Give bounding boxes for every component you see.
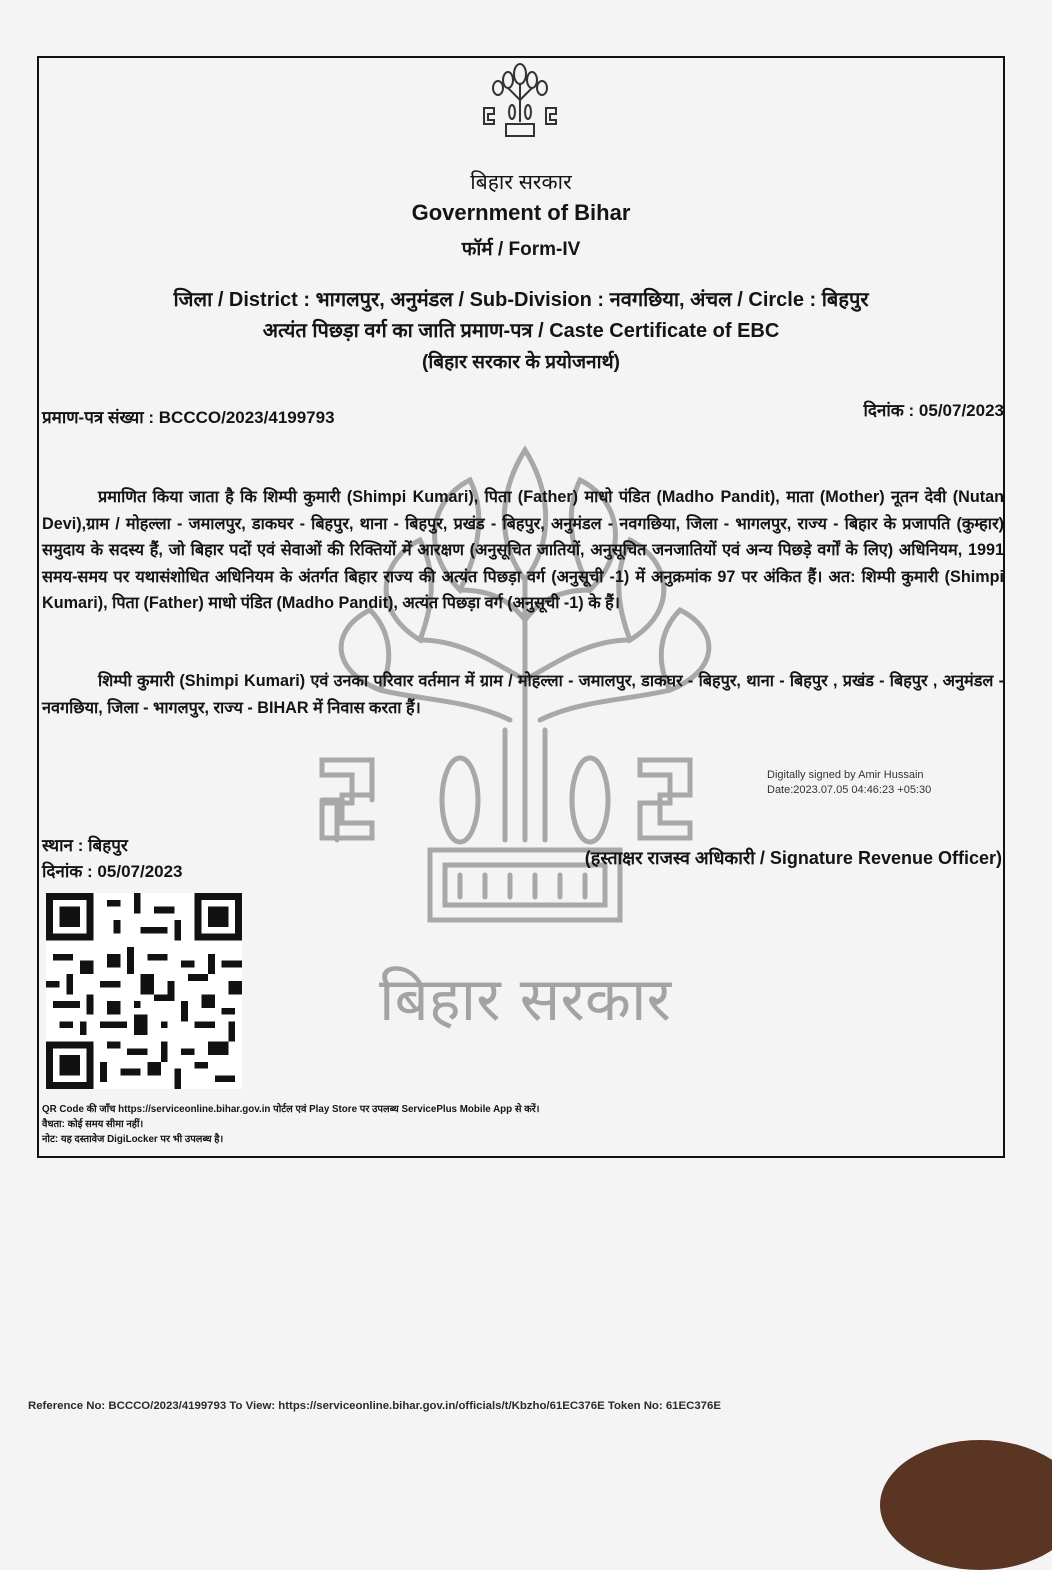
certificate-title: अत्यंत पिछड़ा वर्ग का जाति प्रमाण-पत्र / Caste Certificate of EBC — [262, 320, 780, 342]
signature-label: (हस्ताक्षर राजस्व अधिकारी / Signature Revenue Officer) — [584, 848, 1002, 868]
certificate-purpose: (बिहार सरकार के प्रयोजनार्थ) — [422, 352, 620, 373]
residence-paragraph: शिम्पी कुमारी (Shimpi Kumari) एवं उनका परिवार वर्तमान में ग्राम / मोहल्ला - जमालपुर, डाकघर - बिहपुर, थाना - बिहपुर , प्रखंड - बिहपुर , अनुमंडल - नवगछिया, जिला - भागलपुर, राज्य - BIHAR में निवास करता हैं। — [42, 672, 1004, 717]
certification-paragraph: प्रमाणित किया जाता है कि शिम्पी कुमारी (Shimpi Kumari), पिता (Father) माधो पंडित (Madho Pandit), माता (Mother) नूतन देवी (Nutan Devi),ग्राम / मोहल्ला - जमालपुर, डाकघर - बिहपुर, थाना - बिहपुर, प्रखंड - बिहपुर, अनुमंडल - नवगछिया, जिला - भागलपुर, राज्य - बिहार के प्रजापति (कुम्हार) समुदाय के सदस्य हैं, जो बिहार पदों एवं सेवाओं की रिक्तियों में आरक्षण (अनुसूचित जातियों, अनुसूचित जनजातियों एवं अन्य पिछड़े वर्गों के लिए) अधिनियम, 1991 समय-समय पर यथासंशोधित अधिनियम के अंतर्गत बिहार राज्य की अत्यंत पिछड़ा वर्ग (अनुसूची -1) में अनुक्रमांक 97 पर अंकित हैं। अत: शिम्पी कुमारी (Shimpi Kumari), पिता (Father) माधो पंडित (Madho Pandit), अत्यंत पिछड़ा वर्ग (अनुसूची -1) के हैं। — [42, 488, 1004, 613]
digital-signature-date: Date:2023.07.05 04:46:23 +05:30 — [767, 784, 932, 796]
district-line: जिला / District : भागलपुर, अनुमंडल / Sub-Division : नवगछिया, अंचल / Circle : बिहपुर — [173, 289, 869, 311]
digital-signature-signer: Digitally signed by Amir Hussain — [767, 769, 924, 781]
certificate-number: प्रमाण-पत्र संख्या : BCCCO/2023/4199793 — [42, 408, 335, 427]
header-title-hindi: बिहार सरकार — [470, 171, 572, 194]
validity-note: वैधता: कोई समय सीमा नहीं। — [42, 1119, 144, 1130]
verification-qr-code[interactable] — [46, 893, 242, 1089]
place-label: स्थान : बिहपुर — [42, 836, 128, 855]
footer-reference: Reference No: BCCCO/2023/4199793 To View: https://serviceonline.bihar.gov.in/officials/t/Kbzho/61EC376E Token No: 61EC376E — [28, 1400, 721, 1412]
verification-notes — [42, 1102, 539, 1147]
header-title-english: Government of Bihar — [411, 200, 631, 225]
bihar-emblem-logo — [472, 60, 568, 142]
digital-signature — [767, 768, 931, 798]
qr-verification-note: QR Code की जाँच https://serviceonline.bihar.gov.in पोर्टल एवं Play Store पर उपलब्ध ServicePlus Mobile App से करें। — [42, 1104, 540, 1115]
thumb-in-photo — [880, 1440, 1052, 1570]
digilocker-note: नोट: यह दस्तावेज DigiLocker पर भी उपलब्ध है। — [42, 1134, 224, 1145]
form-number: फॉर्म / Form-IV — [461, 239, 581, 260]
watermark-text: बिहार सरकार — [378, 965, 672, 1035]
place-date: दिनांक : 05/07/2023 — [42, 862, 183, 881]
issue-date: दिनांक : 05/07/2023 — [863, 401, 1004, 420]
